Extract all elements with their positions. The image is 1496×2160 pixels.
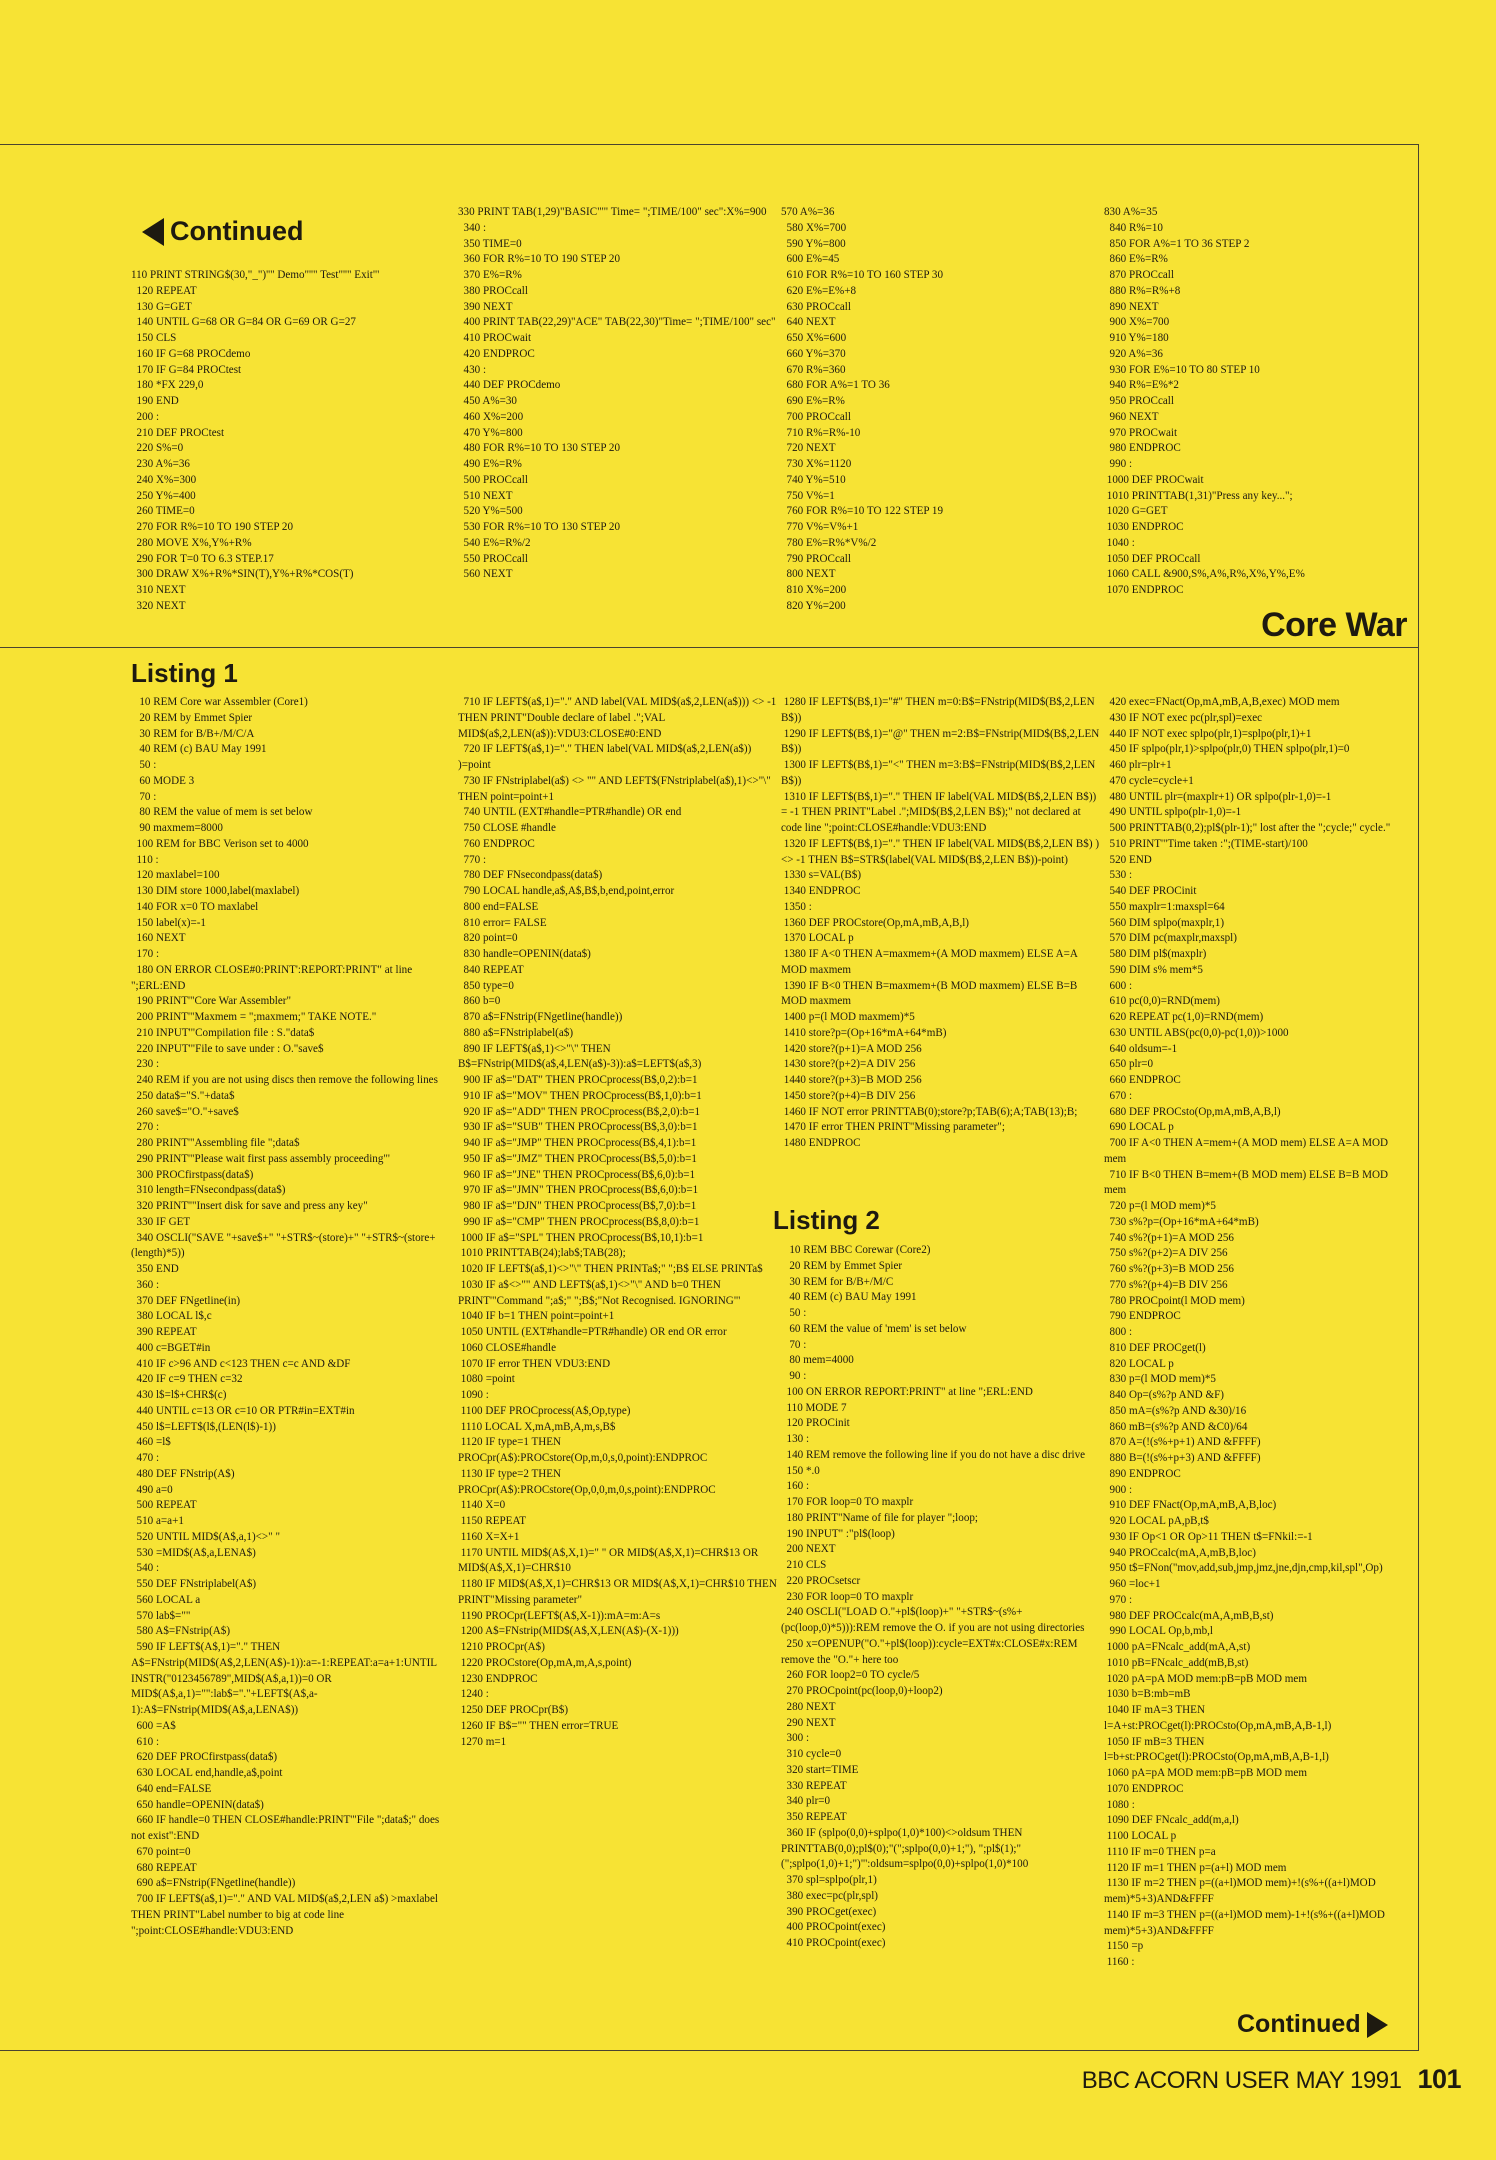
- top-listing-col3: 570 A%=36 580 X%=700 590 Y%=800 600 E%=45 610 FOR R%=10 TO 160 STEP 30 620 E%=E%+8 630 PROCcall 640 NEXT 650 X%=600 660 Y%=370 670 R%=360 680 FOR A%=1 TO 36 690 E%=R% 700 PROCcall 710 R%=R%-10 720 NEXT 730 X%=1120 740 Y%=510 750 V%=1 760 FOR R%=10 TO 122 STEP 19 770 V%=V%+1 780 E%=R%*V%/2 790 PROCcall 800 NEXT 810 X%=200 820 Y%=200: [781, 206, 944, 612]
- continued-top-label: Continued: [170, 216, 304, 246]
- continued-next-marker: [1237, 2010, 1388, 2039]
- page-footer: [1082, 2064, 1461, 2095]
- top-listing-col2: 330 PRINT TAB(1,29)"BASIC"'" Time= ";TIME/100" sec":X%=900 340 : 350 TIME=0 360 FOR R%=10 TO 190 STEP 20 370 E%=R% 380 PROCcall 390 NEXT 400 PRINT TAB(22,29)"ACE" TAB(22,30)"Time= ";TIME/100" sec" 410 PROCwait 420 ENDPROC 430 : 440 DEF PROCdemo 450 A%=30 460 X%=200 470 Y%=800 480 FOR R%=10 TO 130 STEP 20 490 E%=R% 500 PROCcall 510 NEXT 520 Y%=500 530 FOR R%=10 TO 130 STEP 20 540 E%=R%/2 550 PROCcall 560 NEXT: [458, 206, 776, 581]
- continued-bottom-label: Continued: [1237, 2010, 1361, 2038]
- section-divider: [0, 647, 1418, 648]
- listing1-col3: 1280 IF LEFT$(B$,1)="#" THEN m=0:B$=FNstrip(MID$(B$,2,LEN B$)) 1290 IF LEFT$(B$,1)="@" THEN m=2:B$=FNstrip(MID$(B$,2,LEN B$)) 1300 IF LEFT$(B$,1)="<" THEN m=3:B$=FNstrip(MID$(B$,2,LEN B$)) 1310 IF LEFT$(B$,1)="." THEN IF label(VAL MID$(B$,2,LEN B$)) = -1 THEN PRINT"Label .";MID$(B$,2,LEN B$);" not declared at code line ";point:CLOSE#handle:VDU3:END 1320 IF LEFT$(B$,1)="." THEN IF label(VAL MID$(B$,2,LEN B$) ) <> -1 THEN B$=STR$(label(VAL MID$(B$,2,LEN B$))-point) 1330 s=VAL(B$) 1340 ENDPROC 1350 : 1360 DEF PROCstore(Op,mA,mB,A,B,l) 1370 LOCAL p 1380 IF A<0 THEN A=maxmem+(A MOD maxmem) ELSE A=A MOD maxmem 1390 IF B<0 THEN B=maxmem+(B MOD maxmem) ELSE B=B MOD maxmem 1400 p=(l MOD maxmem)*5 1410 store?p=(Op+16*mA+64*mB) 1420 store?(p+1)=A MOD 256 1430 store?(p+2)=A DIV 256 1440 store?(p+3)=B MOD 256 1450 store?(p+4)=B DIV 256 1460 IF NOT error PRINTTAB(0);store?p;TAB(6);A;TAB(13);B; 1470 IF error THEN PRINT"Missing parameter"; 1480 ENDPROC: [781, 696, 1100, 1149]
- page-number: 101: [1417, 2064, 1461, 2094]
- top-listing-col4: 830 A%=35 840 R%=10 850 FOR A%=1 TO 36 STEP 2 860 E%=R% 870 PROCcall 880 R%=R%+8 890 NEXT 900 X%=700 910 Y%=180 920 A%=36 930 FOR E%=10 TO 80 STEP 10 940 R%=E%*2 950 PROCcall 960 NEXT 970 PROCwait 980 ENDPROC 990 : 1000 DEF PROCwait 1010 PRINTTAB(1,31)"Press any key..."; 1020 G=GET 1030 ENDPROC 1040 : 1050 DEF PROCcall 1060 CALL &900,S%,A%,R%,X%,Y%,E% 1070 ENDPROC: [1104, 206, 1305, 596]
- listing2-col4: 420 exec=FNact(Op,mA,mB,A,B,exec) MOD mem 430 IF NOT exec pc(plr,spl)=exec 440 IF NOT exec splpo(plr,1)=splpo(plr,1)+1 450 IF splpo(plr,1)>splpo(plr,0) THEN splpo(plr,1)=0 460 plr=plr+1 470 cycle=cycle+1 480 UNTIL plr=(maxplr+1) OR splpo(plr-1,0)=-1 490 UNTIL splpo(plr-1,0)=-1 500 PRINTTAB(0,2);pl$(plr-1);" lost after the ";cycle;" cycle." 510 PRINT'"Time taken :";(TIME-start)/100 520 END 530 : 540 DEF PROCinit 550 maxplr=1:maxspl=64 560 DIM splpo(maxplr,1) 570 DIM pc(maxplr,maxspl) 580 DIM pl$(maxplr) 590 DIM s% mem*5 600 : 610 pc(0,0)=RND(mem) 620 REPEAT pc(1,0)=RND(mem) 630 UNTIL ABS(pc(0,0)-pc(1,0))>1000 640 oldsum=-1 650 plr=0 660 ENDPROC 670 : 680 DEF PROCsto(Op,mA,mB,A,B,l) 690 LOCAL p 700 IF A<0 THEN A=mem+(A MOD mem) ELSE A=A MOD mem 710 IF B<0 THEN B=mem+(B MOD mem) ELSE B=B MOD mem 720 p=(l MOD mem)*5 730 s%?p=(Op+16*mA+64*mB) 740 s%?(p+1)=A MOD 256 750 s%?(p+2)=A DIV 256 760 s%?(p+3)=B MOD 256 770 s%?(p+4)=B DIV 256 780 PROCpoint(l MOD mem) 790 ENDPROC 800 : 810 DEF PROCget(l) 820 LOCAL p 830 p=(l MOD mem)*5 840 Op=(s%?p AND &F) 850 mA=(s%?p AND &30)/16 860 mB=(s%?p AND &C0)/64 870 A=(!(s%+p+1) AND &FFFF) 880 B=(!(s%+p+3) AND &FFFF) 890 ENDPROC 900 : 910 DEF FNact(Op,mA,mB,A,B,loc) 920 LOCAL pA,pB,t$ 930 IF Op<1 OR Op>11 THEN t$=FNkil:=-1 940 PROCcalc(mA,A,mB,B,loc) 950 t$=FNon("mov,add,sub,jmp,jmz,jne,djn,cmp,kil,spl",Op) 960 =loc+1 970 : 980 DEF PROCcalc(mA,A,mB,B,st) 990 LOCAL Op,b,mb,l 1000 pA=FNcalc_add(mA,A,st) 1010 pB=FNcalc_add(mB,B,st) 1020 pA=pA MOD mem:pB=pB MOD mem 1030 b=B:mb=mB 1040 IF mA=3 THEN l=A+st:PROCget(l):PROCsto(Op,mA,mB,A,B-1,l) 1050 IF mB=3 THEN l=b+st:PROCget(l):PROCsto(Op,mA,mB,A,B-1,l) 1060 pA=pA MOD mem:pB=pB MOD mem 1070 ENDPROC 1080 : 1090 DEF FNcalc_add(m,a,l) 1100 LOCAL p 1110 IF m=0 THEN p=a 1120 IF m=1 THEN p=(a+l) MOD mem 1130 IF m=2 THEN p=((a+l)MOD mem)+!(s%+((a+l)MOD mem)*5+3)AND&FFFF 1140 IF m=3 THEN p=((a+l)MOD mem)-1+!(s%+((a+l)MOD mem)*5+3)AND&FFFF 1150 =p 1160 :: [1104, 696, 1391, 1968]
- listing1-col2: 710 IF LEFT$(a$,1)="." AND label(VAL MID$(a$,2,LEN(a$))) <> -1 THEN PRINT"Double declare of label .";VAL MID$(a$,2,LEN(a$)):VDU3:CLOSE#0:END 720 IF LEFT$(a$,1)="." THEN label(VAL MID$(a$,2,LEN(a$)) )=point 730 IF FNstriplabel(a$) <> "" AND LEFT$(FNstriplabel(a$),1)<>"\" THEN point=point+1 740 UNTIL (EXT#handle=PTR#handle) OR end 750 CLOSE #handle 760 ENDPROC 770 : 780 DEF FNsecondpass(data$) 790 LOCAL handle,a$,A$,B$,b,end,point,error 800 end=FALSE 810 error= FALSE 820 point=0 830 handle=OPENIN(data$) 840 REPEAT 850 type=0 860 b=0 870 a$=FNstrip(FNgetline(handle)) 880 a$=FNstriplabel(a$) 890 IF LEFT$(a$,1)<>"\" THEN B$=FNstrip(MID$(a$,4,LEN(a$)-3)):a$=LEFT$(a$,3) 900 IF a$="DAT" THEN PROCprocess(B$,0,2):b=1 910 IF a$="MOV" THEN PROCprocess(B$,1,0):b=1 920 IF a$="ADD" THEN PROCprocess(B$,2,0):b=1 930 IF a$="SUB" THEN PROCprocess(B$,3,0):b=1 940 IF a$="JMP" THEN PROCprocess(B$,4,1):b=1 950 IF a$="JMZ" THEN PROCprocess(B$,5,0):b=1 960 IF a$="JNE" THEN PROCprocess(B$,6,0):b=1 970 IF a$="JMN" THEN PROCprocess(B$,6,0):b=1 980 IF a$="DJN" THEN PROCprocess(B$,7,0):b=1 990 IF a$="CMP" THEN PROCprocess(B$,8,0):b=1 1000 IF a$="SPL" THEN PROCprocess(B$,10,1):b=1 1010 PRINTTAB(24);lab$;TAB(28); 1020 IF LEFT$(a$,1)<>"\" THEN PRINTa$;" ";B$ ELSE PRINTa$ 1030 IF a$<>"" AND LEFT$(a$,1)<>"\" AND b=0 THEN PRINT'"Command ";a$;" ";B$;"Not Recognised. IGNORING"' 1040 IF b=1 THEN point=point+1 1050 UNTIL (EXT#handle=PTR#handle) OR end OR error 1060 CLOSE#handle 1070 IF error THEN VDU3:END 1080 =point 1090 : 1100 DEF PROCprocess(A$,Op,type) 1110 LOCAL X,mA,mB,A,m,s,B$ 1120 IF type=1 THEN PROCpr(A$):PROCstore(Op,m,0,s,0,point):ENDPROC 1130 IF type=2 THEN PROCpr(A$):PROCstore(Op,0,0,m,0,s,point):ENDPROC 1140 X=0 1150 REPEAT 1160 X=X+1 1170 UNTIL MID$(A$,X,1)=" " OR MID$(A$,X,1)=CHR$13 OR MID$(A$,X,1)=CHR$10 1180 IF MID$(A$,X,1)=CHR$13 OR MID$(A$,X,1)=CHR$10 THEN PRINT"Missing parameter" 1190 PROCpr(LEFT$(A$,X-1)):mA=m:A=s 1200 A$=FNstrip(MID$(A$,X,LEN(A$)-(X-1))) 1210 PROCpr(A$) 1220 PROCstore(Op,mA,m,A,s,point) 1230 ENDPROC 1240 : 1250 DEF PROCpr(B$) 1260 IF B$="" THEN error=TRUE 1270 m=1: [458, 696, 777, 1748]
- listing1-col1: 10 REM Core war Assembler (Core1) 20 REM by Emmet Spier 30 REM for B/B+/M/C/A 40 REM (c) BAU May 1991 50 : 60 MODE 3 70 : 80 REM the value of mem is set below 90 maxmem=8000 100 REM for BBC Verison set to 4000 110 : 120 maxlabel=100 130 DIM store 1000,label(maxlabel) 140 FOR x=0 TO maxlabel 150 label(x)=-1 160 NEXT 170 : 180 ON ERROR CLOSE#0:PRINT':REPORT:PRINT" at line ";ERL:END 190 PRINT'"Core War Assembler" 200 PRINT'"Maxmem = ";maxmem;" TAKE NOTE." 210 INPUT'"Compilation file : S."data$ 220 INPUT'"File to save under : O."save$ 230 : 240 REM if you are not using discs then remove the following lines 250 data$="S."+data$ 260 save$="O."+save$ 270 : 280 PRINT'"Assembling file ";data$ 290 PRINT'"Please wait first pass assembly proceeding"' 300 PROCfirstpass(data$) 310 length=FNsecondpass(data$) 320 PRINT''"Insert disk for save and press any key" 330 IF GET 340 OSCLI("SAVE "+save$+" "+STR$~(store)+" "+STR$~(store+(length)*5)) 350 END 360 : 370 DEF FNgetline(in) 380 LOCAL l$,c 390 REPEAT 400 c=BGET#in 410 IF c>96 AND c<123 THEN c=c AND &DF 420 IF c=9 THEN c=32 430 l$=l$+CHR$(c) 440 UNTIL c=13 OR c=10 OR PTR#in=EXT#in 450 l$=LEFT$(l$,(LEN(l$)-1)) 460 =l$ 470 : 480 DEF FNstrip(A$) 490 a=0 500 REPEAT 510 a=a+1 520 UNTIL MID$(A$,a,1)<>" " 530 =MID$(A$,a,LENA$) 540 : 550 DEF FNstriplabel(A$) 560 LOCAL a 570 lab$="" 580 A$=FNstrip(A$) 590 IF LEFT$(A$,1)="." THEN A$=FNstrip(MID$(A$,2,LEN(A$)-1)):a=-1:REPEAT:a=a+1:UNTIL INSTR("0123456789",MID$(A$,a,1))=0 OR MID$(A$,a,1)="":lab$="."+LEFT$(A$,a-1):A$=FNstrip(MID$(A$,a,LENA$)) 600 =A$ 610 : 620 DEF PROCfirstpass(data$) 630 LOCAL end,handle,a$,point 640 end=FALSE 650 handle=OPENIN(data$) 660 IF handle=0 THEN CLOSE#handle:PRINT'"File ";data$;" does not exist":END 670 point=0 680 REPEAT 690 a$=FNstrip(FNgetline(handle)) 700 IF LEFT$(a$,1)="." AND VAL MID$(a$,2,LEN a$) >maxlabel THEN PRINT"Label number to big at code line ";point:CLOSE#handle:VDU3:END: [131, 696, 440, 1937]
- arrow-left-icon: [142, 218, 164, 246]
- arrow-right-icon: [1367, 2012, 1388, 2038]
- listing1-heading: Listing 1: [131, 658, 238, 688]
- magazine-issue: BBC ACORN USER MAY 1991: [1081, 2067, 1402, 2094]
- top-listing-col1: 110 PRINT STRING$(30,"_")''" Demo"''" Test"''" Exit"' 120 REPEAT 130 G=GET 140 UNTIL G=68 OR G=84 OR G=69 OR G=27 150 CLS 160 IF G=68 PROCdemo 170 IF G=84 PROCtest 180 *FX 229,0 190 END 200 : 210 DEF PROCtest 220 S%=0 230 A%=36 240 X%=300 250 Y%=400 260 TIME=0 270 FOR R%=10 TO 190 STEP 20 280 MOVE X%,Y%+R% 290 FOR T=0 TO 6.3 STEP.17 300 DRAW X%+R%*SIN(T),Y%+R%*COS(T) 310 NEXT 320 NEXT: [131, 269, 380, 612]
- listing2-heading: Listing 2: [773, 1205, 880, 1235]
- section-title: Core War: [1261, 606, 1407, 644]
- listing2-col3: 10 REM BBC Corewar (Core2) 20 REM by Emmet Spier 30 REM for B/B+/M/C 40 REM (c) BAU May 1991 50 : 60 REM the value of 'mem' is set below 70 : 80 mem=4000 90 : 100 ON ERROR REPORT:PRINT" at line ";ERL:END 110 MODE 7 120 PROCinit 130 : 140 REM remove the following line if you do not have a disc drive 150 *.0 160 : 170 FOR loop=0 TO maxplr 180 PRINT"Name of file for player ";loop; 190 INPUT" :"pl$(loop) 200 NEXT 210 CLS 220 PROCsetscr 230 FOR loop=0 TO maxplr 240 OSCLI("LOAD O."+pl$(loop)+" "+STR$~(s%+(pc(loop,0)*5))):REM remove the O. if you are not using directories 250 x=OPENUP("O."+pl$(loop)):cycle=EXT#x:CLOSE#x:REM remove the "O."+ here too 260 FOR loop2=0 TO cycle/5 270 PROCpoint(pc(loop,0)+loop2) 280 NEXT 290 NEXT 300 : 310 cycle=0 320 start=TIME 330 REPEAT 340 plr=0 350 REPEAT 360 IF (splpo(0,0)+splpo(1,0)*100)<>oldsum THEN PRINTTAB(0,0);pl$(0);"(";splpo(0,0)+1;"), ";pl$(1);"(";splpo(1,0)+1;")"':oldsum=splpo(0,0)+splpo(1,0)*100 370 spl=splpo(plr,1) 380 exec=pc(plr,spl) 390 PROCget(exec) 400 PROCpoint(exec) 410 PROCpoint(exec): [781, 1244, 1086, 1949]
- continued-from-marker: [142, 216, 303, 247]
